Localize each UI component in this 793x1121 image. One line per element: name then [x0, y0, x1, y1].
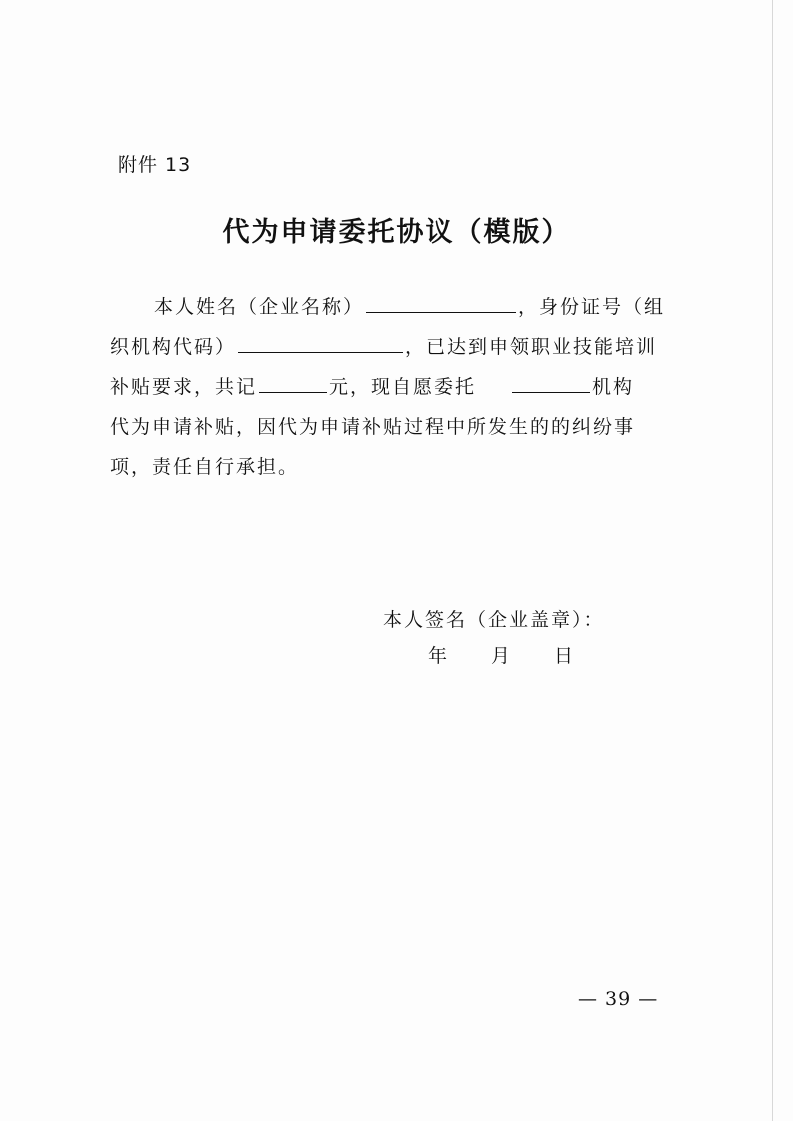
body-line-4: 代为申请补贴，因代为申请补贴过程中所发生的的纠纷事: [110, 416, 636, 438]
org-code-label: 织机构代码）: [110, 336, 237, 358]
id-label: ，身份证号（组: [518, 296, 666, 318]
body-line-3: [110, 367, 700, 407]
institution-blank[interactable]: [512, 370, 590, 393]
signature-date: [428, 641, 573, 668]
date-month: 月: [491, 645, 511, 667]
amount-blank[interactable]: [259, 370, 327, 393]
attachment-label: 附件 13: [118, 154, 192, 176]
date-day: 日: [554, 645, 574, 667]
signature-label: 本人签名（企业盖章）：: [383, 609, 605, 631]
entrust-text: 元，现自愿委托: [329, 376, 477, 398]
body-line-1: [110, 287, 700, 327]
agreement-body: [110, 287, 700, 487]
id-number-blank[interactable]: [238, 330, 403, 353]
name-blank[interactable]: [366, 290, 516, 313]
subsidy-text: 补贴要求，共记: [110, 376, 258, 398]
page-number: — 39 —: [578, 988, 659, 1010]
eligibility-text: ，已达到申领职业技能培训: [405, 336, 658, 358]
date-year: 年: [428, 645, 448, 667]
name-label: 本人姓名（企业名称）: [154, 296, 365, 318]
scan-edge-line: [772, 0, 773, 1121]
document-title: 代为申请委托协议（模版）: [222, 217, 571, 248]
body-line-5: 项，责任自行承担。: [110, 456, 300, 478]
body-line-2: [110, 327, 700, 367]
institution-label: 机构: [592, 376, 635, 398]
